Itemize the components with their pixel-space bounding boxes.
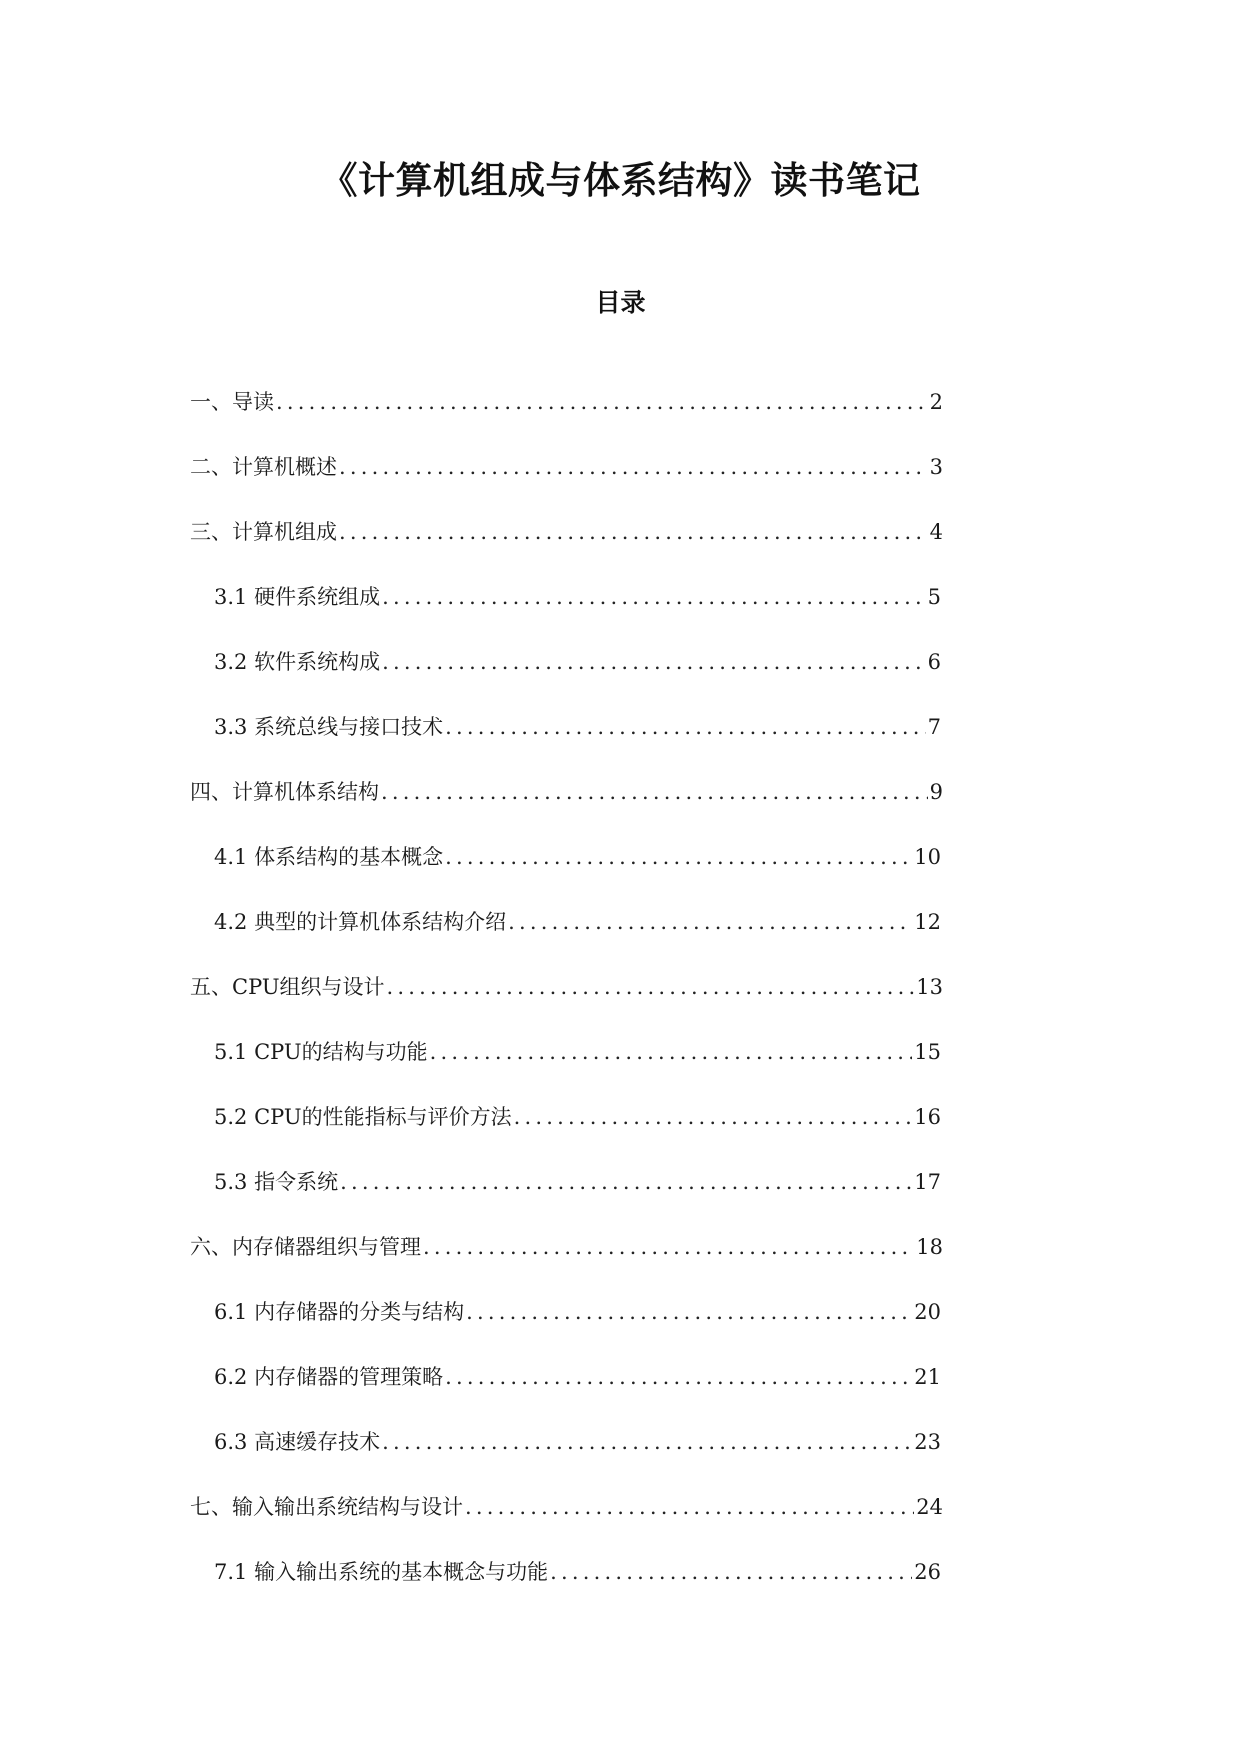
toc-entry[interactable]	[214, 1357, 941, 1422]
toc-entry[interactable]	[214, 577, 941, 642]
toc-dot-leader	[339, 512, 928, 552]
toc-entry[interactable]	[214, 1032, 941, 1097]
document-title: 《计算机组成与体系结构》读书笔记	[320, 159, 921, 202]
toc-entry-page-number: 10	[914, 845, 941, 869]
toc-dot-leader	[381, 772, 928, 812]
toc-entry[interactable]	[214, 1292, 941, 1357]
toc-entry-label: 6.3 高速缓存技术	[214, 1430, 381, 1454]
toc-heading: 目录	[595, 288, 646, 317]
toc-entry[interactable]	[214, 642, 941, 707]
toc-dot-leader	[339, 447, 928, 487]
toc-entry[interactable]	[214, 1422, 941, 1487]
toc-entry-label: 3.2 软件系统构成	[214, 650, 381, 674]
toc-entry-page-number: 12	[914, 910, 941, 934]
toc-entry-page-number: 17	[914, 1170, 941, 1194]
toc-entry-page-number: 5	[927, 585, 941, 609]
toc-dot-leader	[465, 1487, 914, 1527]
toc-entry-label: 3.1 硬件系统组成	[214, 585, 381, 609]
toc-dot-leader	[466, 1292, 912, 1332]
toc-entry-label: 五、CPU组织与设计	[190, 975, 385, 999]
toc-entry-label: 六、内存储器组织与管理	[190, 1235, 421, 1259]
toc-entry-page-number: 18	[916, 1235, 943, 1259]
toc-entry[interactable]	[190, 1227, 943, 1292]
toc-entry[interactable]	[190, 382, 943, 447]
toc-dot-leader	[508, 902, 912, 942]
toc-entry-page-number: 3	[929, 455, 943, 479]
toc-dot-leader	[382, 577, 926, 617]
toc-dot-leader	[445, 1357, 912, 1397]
toc-dot-leader	[430, 1032, 913, 1072]
toc-dot-leader	[445, 707, 926, 747]
toc-entry-page-number: 7	[927, 715, 941, 739]
toc-entry-page-number: 26	[914, 1560, 941, 1584]
toc-entry[interactable]	[190, 772, 943, 837]
toc-entry[interactable]	[214, 837, 941, 902]
toc-entry[interactable]	[214, 902, 941, 967]
toc-entry-label: 3.3 系统总线与接口技术	[214, 715, 444, 739]
toc-dot-leader	[423, 1227, 914, 1267]
toc-entry-label: 6.2 内存储器的管理策略	[214, 1365, 444, 1389]
toc-entry-page-number: 16	[914, 1105, 941, 1129]
toc-entry-label: 5.3 指令系统	[214, 1170, 339, 1194]
toc-dot-leader	[382, 642, 926, 682]
toc-entry-label: 6.1 内存储器的分类与结构	[214, 1300, 465, 1324]
toc-entry[interactable]	[214, 1162, 941, 1227]
toc-entry-label: 七、输入输出系统结构与设计	[190, 1495, 463, 1519]
toc-entry-page-number: 6	[927, 650, 941, 674]
toc-dot-leader	[445, 837, 912, 877]
toc-entry[interactable]	[190, 447, 943, 512]
toc-entry[interactable]	[190, 512, 943, 577]
toc-entry-label: 7.1 输入输出系统的基本概念与功能	[214, 1560, 549, 1584]
toc-entry-label: 4.1 体系结构的基本概念	[214, 845, 444, 869]
toc-entry-label: 5.2 CPU的性能指标与评价方法	[214, 1105, 512, 1129]
toc-entry-label: 二、计算机概述	[190, 455, 337, 479]
toc-entry-page-number: 24	[916, 1495, 943, 1519]
toc-entry-page-number: 15	[914, 1040, 941, 1064]
toc-entry-label: 5.1 CPU的结构与功能	[214, 1040, 428, 1064]
toc-entry-label: 四、计算机体系结构	[190, 780, 379, 804]
toc-dot-leader	[550, 1552, 912, 1592]
toc-entry-page-number: 4	[929, 520, 943, 544]
toc-entry-label: 4.2 典型的计算机体系结构介绍	[214, 910, 507, 934]
toc-entry[interactable]	[214, 1552, 941, 1617]
toc-entry-label: 三、计算机组成	[190, 520, 337, 544]
table-of-contents	[0, 382, 1241, 1617]
toc-entry-page-number: 2	[929, 390, 943, 414]
toc-entry-page-number: 13	[916, 975, 943, 999]
toc-entry-page-number: 20	[914, 1300, 941, 1324]
toc-entry[interactable]	[190, 967, 943, 1032]
toc-dot-leader	[340, 1162, 912, 1202]
toc-dot-leader	[276, 382, 928, 422]
toc-dot-leader	[514, 1097, 913, 1137]
toc-dot-leader	[387, 967, 915, 1007]
toc-entry-page-number: 21	[914, 1365, 941, 1389]
toc-entry-page-number: 23	[914, 1430, 941, 1454]
toc-entry-page-number: 9	[929, 780, 943, 804]
toc-entry[interactable]	[214, 1097, 941, 1162]
toc-dot-leader	[382, 1422, 912, 1462]
toc-entry[interactable]	[190, 1487, 943, 1552]
toc-entry-label: 一、导读	[190, 390, 274, 414]
toc-entry[interactable]	[214, 707, 941, 772]
